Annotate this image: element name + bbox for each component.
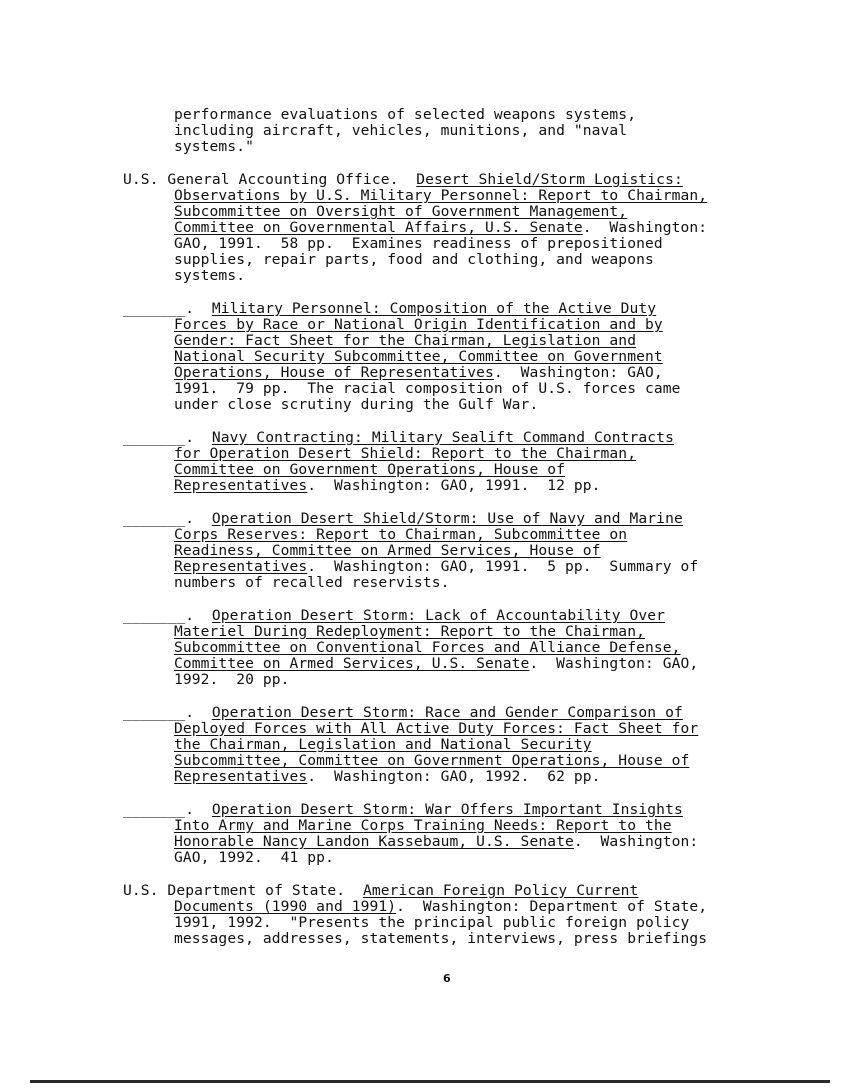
underlined-title: Desert Shield/Storm Logistics: (416, 171, 683, 188)
bibliography-line (174, 252, 654, 268)
bibliography-line (174, 672, 290, 688)
citation-text: . Washington: Department of State, (396, 898, 708, 915)
citation-text: performance evaluations of selected weapons systems, (174, 106, 637, 123)
bibliography-line (174, 753, 689, 769)
citation-text: U.S. General Accounting Office. (123, 171, 417, 188)
citation-text: under close scrutiny during the Gulf War. (174, 396, 539, 413)
bibliography-line (174, 575, 449, 591)
bibliography-line (174, 123, 627, 139)
bibliography-line (174, 381, 681, 397)
bibliography-line (174, 656, 698, 672)
citation-text: GAO, 1992. 41 pp. (174, 849, 334, 866)
underlined-title: Readiness, Committee on Armed Services, House of (174, 542, 601, 559)
bibliography-line (174, 478, 601, 494)
bibliography-line (174, 236, 663, 252)
citation-text: U.S. Department of State. (123, 882, 363, 899)
underlined-title: Committee on Governmental Affairs, U.S. Senate (174, 219, 583, 236)
underlined-title: Into Army and Marine Corps Training Needs: Report to the (174, 817, 672, 834)
bibliography-line (174, 462, 565, 478)
bibliography-line (174, 721, 698, 737)
bibliography-line (174, 268, 245, 284)
citation-text: . Washington: GAO, 1991. 12 pp. (307, 477, 601, 494)
underlined-title: Operation Desert Storm: Race and Gender Comparison of (211, 704, 683, 721)
underlined-title: Operation Desert Shield/Storm: Use of Navy and Marine (211, 510, 683, 527)
bibliography-line (174, 107, 636, 123)
bibliography-line (174, 818, 672, 834)
citation-text: supplies, repair parts, food and clothing, and weapons (174, 251, 654, 268)
citation-text: numbers of recalled reservists. (174, 574, 450, 591)
citation-text: messages, addresses, statements, interviews, press briefings (174, 930, 708, 947)
underlined-title: Representatives (174, 477, 308, 494)
bibliography-line (123, 172, 683, 188)
bibliography-line (123, 883, 638, 899)
bibliography-line (174, 204, 627, 220)
bibliography-line (174, 446, 636, 462)
citation-text: GAO, 1991. 58 pp. Examines readiness of prepositioned (174, 235, 663, 252)
underlined-title: Operations, House of Representatives (174, 364, 494, 381)
citation-text: _______. (123, 801, 212, 818)
citation-text: _______. (123, 300, 212, 317)
citation-text: 1991. 79 pp. The racial composition of U.S. forces came (174, 380, 681, 397)
citation-text: including aircraft, vehicles, munitions, and "naval (174, 122, 628, 139)
bibliography-line (174, 349, 663, 365)
citation-text: _______. (123, 704, 212, 721)
citation-text: . Washington: (573, 833, 699, 850)
bibliography-line (174, 397, 538, 413)
underlined-title: Deployed Forces with All Active Duty Forces: Fact Sheet for (174, 720, 699, 737)
underlined-title: Forces by Race or National Origin Identification and by (174, 316, 663, 333)
underlined-title: National Security Subcommittee, Committee on Government (174, 348, 663, 365)
underlined-title: American Foreign Policy Current (362, 882, 639, 899)
bibliography-line (174, 850, 334, 866)
citation-text: . Washington: GAO, (493, 364, 663, 381)
citation-text: . Washington: (582, 219, 708, 236)
bibliography-line (123, 430, 674, 446)
bibliography-line (174, 624, 645, 640)
bibliography-line (174, 527, 627, 543)
underlined-title: Representatives (174, 558, 308, 575)
bibliography-line (174, 220, 707, 236)
bibliography-line (174, 640, 681, 656)
citation-text: _______. (123, 510, 212, 527)
underlined-title: Operation Desert Storm: Lack of Accountability Over (211, 607, 666, 624)
underlined-title: Operation Desert Storm: War Offers Important Insights (211, 801, 683, 818)
citation-text: _______. (123, 607, 212, 624)
citation-text: systems. (174, 267, 246, 284)
underlined-title: Military Personnel: Composition of the Active Duty (211, 300, 657, 317)
underlined-title: the Chairman, Legislation and National Security (174, 736, 592, 753)
underlined-title: Committee on Government Operations, House of (174, 461, 565, 478)
citation-text: . Washington: GAO, 1991. 5 pp. Summary of (307, 558, 699, 575)
underlined-title: Corps Reserves: Report to Chairman, Subcommittee on (174, 526, 628, 543)
bibliography-line (174, 915, 689, 931)
underlined-title: Committee on Armed Services, U.S. Senate (174, 655, 530, 672)
underlined-title: Observations by U.S. Military Personnel: Report to Chairman, (174, 187, 708, 204)
underlined-title: Materiel During Redeployment: Report to the Chairman, (174, 623, 645, 640)
bibliography-line (174, 931, 707, 947)
bibliography-line (174, 737, 592, 753)
underlined-title: Subcommittee on Conventional Forces and Alliance Defense, (174, 639, 681, 656)
bibliography-line (174, 365, 663, 381)
bibliography-line (123, 511, 683, 527)
underlined-title: Navy Contracting: Military Sealift Command Contracts (211, 429, 674, 446)
underlined-title: Documents (1990 and 1991) (174, 898, 397, 915)
bibliography-line (174, 543, 601, 559)
bibliography-line (123, 705, 683, 721)
citation-text: 1992. 20 pp. (174, 671, 290, 688)
bibliography-line (174, 188, 707, 204)
citation-text: _______. (123, 429, 212, 446)
bibliography-line (174, 769, 601, 785)
underlined-title: Subcommittee, Committee on Government Operations, House of (174, 752, 690, 769)
bibliography-line (174, 333, 636, 349)
underlined-title: for Operation Desert Shield: Report to the Chairman, (174, 445, 637, 462)
underlined-title: Honorable Nancy Landon Kassebaum, U.S. Senate (174, 833, 574, 850)
bottom-rule (30, 1080, 830, 1083)
bibliography-line (123, 608, 665, 624)
page-number: 6 (443, 972, 451, 985)
bibliography-line (174, 139, 254, 155)
underlined-title: Gender: Fact Sheet for the Chairman, Legislation and (174, 332, 637, 349)
citation-text: . Washington: GAO, 1992. 62 pp. (307, 768, 601, 785)
bibliography-line (123, 802, 683, 818)
bibliography-line (174, 317, 663, 333)
underlined-title: Representatives (174, 768, 308, 785)
bibliography-line (174, 834, 698, 850)
citation-text: systems." (174, 138, 254, 155)
citation-text: . Washington: GAO, (529, 655, 699, 672)
citation-text: 1991, 1992. "Presents the principal public foreign policy (174, 914, 690, 931)
underlined-title: Subcommittee on Oversight of Government Management, (174, 203, 628, 220)
bibliography-line (123, 301, 656, 317)
bibliography-line (174, 559, 698, 575)
bibliography-line (174, 899, 707, 915)
